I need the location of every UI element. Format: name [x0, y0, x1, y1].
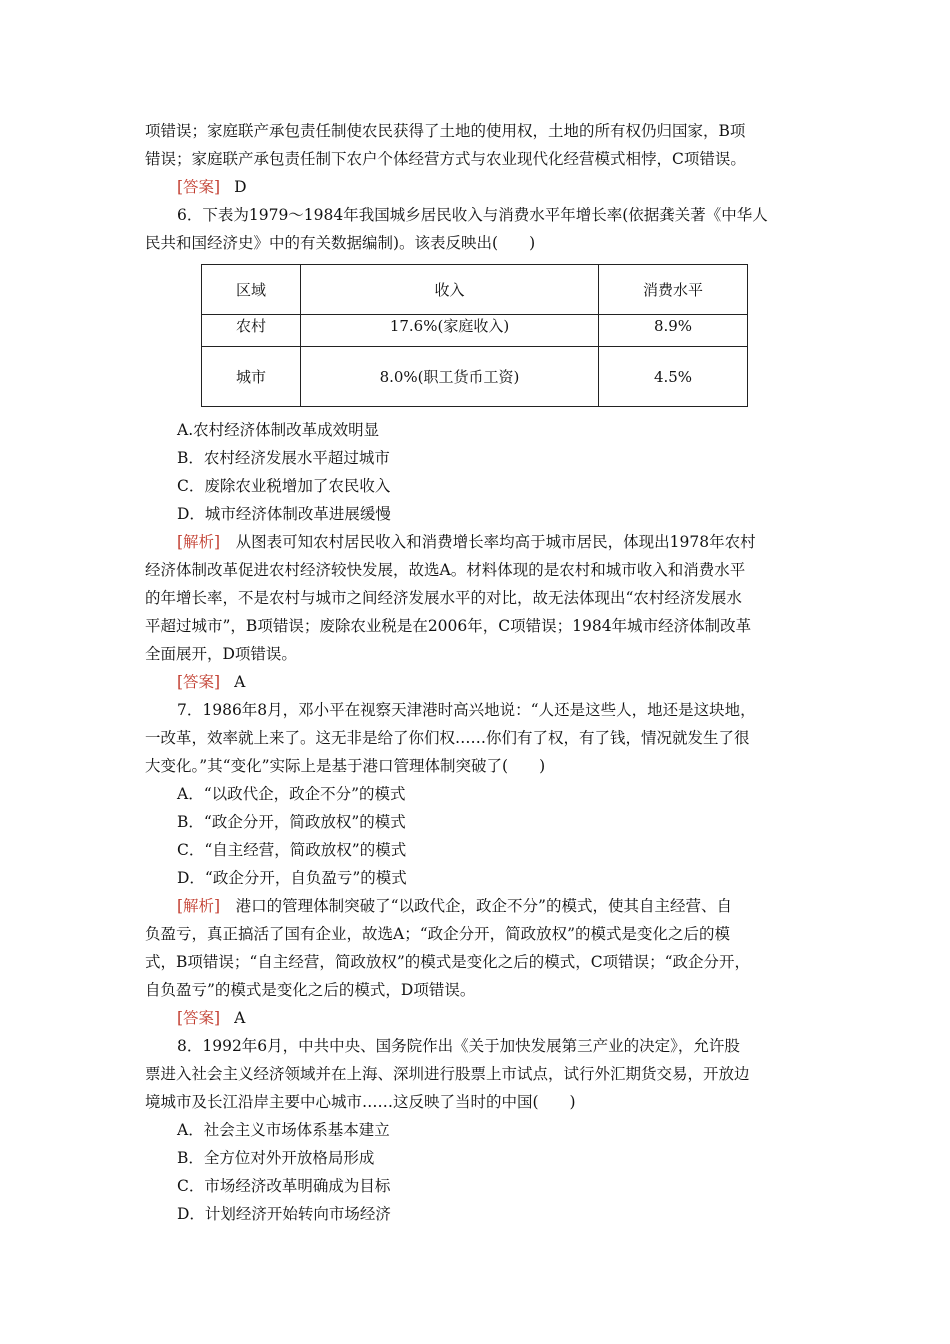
- table-cell: 8.0%(职工货币工资): [301, 347, 599, 407]
- q6-stem-2: 民共和国经济史》中的有关数据编制)。该表反映出( ): [145, 234, 536, 252]
- analysis-text: 港口的管理体制突破了“以政代企，政企不分”的模式，使其自主经营、自: [235, 897, 732, 915]
- q6-analysis-line: 平超过城市”，B项错误；废除农业税是在2006年，C项错误；1984年城市经济体制改革: [145, 617, 752, 635]
- table-header-cell: 区域: [202, 265, 301, 315]
- intro-line-1: 项错误；家庭联产承包责任制使农民获得了土地的使用权，土地的所有权仍归国家，B项: [145, 122, 746, 140]
- table-cell: 农村: [202, 315, 301, 347]
- table-header-cell: 消费水平: [599, 265, 748, 315]
- q6-option-c: C．废除农业税增加了农民收入: [177, 477, 391, 495]
- answer-value: A: [234, 1009, 246, 1027]
- q6-table: [201, 264, 748, 407]
- q6-analysis-line: 全面展开，D项错误。: [145, 645, 297, 663]
- analysis-tag: [解析]: [177, 533, 221, 551]
- q6-analysis-line: [145, 528, 810, 556]
- q8-stem-line: 8．1992年6月，中共中央、国务院作出《关于加快发展第三产业的决定》，允许股: [177, 1037, 740, 1055]
- q6-option-a: A.农村经济体制改革成效明显: [177, 421, 380, 439]
- q8-option-b: B．全方位对外开放格局形成: [177, 1149, 375, 1167]
- q7-stem-line: 7．1986年8月，邓小平在视察天津港时高兴地说：“人还是这些人，地还是这块地，: [177, 701, 756, 719]
- q6-analysis-line: 的年增长率，不是农村与城市之间经济发展水平的对比，故无法体现出“农村经济发展水: [145, 589, 742, 607]
- intro-line-2: 错误；家庭联产承包责任制下农户个体经营方式与农业现代化经营模式相悖，C项错误。: [145, 150, 746, 168]
- page-top: [145, 117, 810, 257]
- analysis-tag: [解析]: [177, 897, 221, 915]
- intro-answer: [145, 173, 810, 201]
- q8-option-d: D．计划经济开始转向市场经济: [177, 1205, 391, 1223]
- q7-option-d: D．“政企分开，自负盈亏”的模式: [177, 869, 407, 887]
- table-header-cell: 收入: [301, 265, 599, 315]
- q6-option-d: D．城市经济体制改革进展缓慢: [177, 505, 391, 523]
- q7-option-b: B．“政企分开，简政放权”的模式: [177, 813, 406, 831]
- q7-analysis-line: 自负盈亏”的模式是变化之后的模式，D项错误。: [145, 981, 476, 999]
- q6-stem-1: 6．下表为1979～1984年我国城乡居民收入与消费水平年增长率(依据龚关著《中华人: [177, 206, 768, 224]
- page-body: [145, 416, 810, 1228]
- q8-option-c: C．市场经济改革明确成为目标: [177, 1177, 391, 1195]
- q7-analysis-line: [145, 892, 810, 920]
- answer-value: D: [234, 178, 247, 196]
- q8-stem-line: 票进入社会主义经济领域并在上海、深圳进行股票上市试点，试行外汇期货交易，开放边: [145, 1065, 750, 1083]
- table-row: [202, 315, 748, 347]
- q8-stem-line: 境城市及长江沿岸主要中心城市……这反映了当时的中国( ): [145, 1093, 576, 1111]
- table-cell: 8.9%: [599, 315, 748, 347]
- table-cell: 17.6%(家庭收入): [301, 315, 599, 347]
- q7-analysis-line: 负盈亏，真正搞活了国有企业，故选A；“政企分开，简政放权”的模式是变化之后的模: [145, 925, 731, 943]
- q7-option-a: A．“以政代企，政企不分”的模式: [177, 785, 406, 803]
- q7-analysis-line: 式，B项错误；“自主经营，简政放权”的模式是变化之后的模式，C项错误；“政企分开，: [145, 953, 751, 971]
- answer-tag: [答案]: [177, 673, 221, 691]
- analysis-text: 从图表可知农村居民收入和消费增长率均高于城市居民，体现出1978年农村: [235, 533, 756, 551]
- answer-tag: [答案]: [177, 1009, 221, 1027]
- q7-answer: [145, 1004, 810, 1032]
- q7-option-c: C．“自主经营，简政放权”的模式: [177, 841, 407, 859]
- table-row: [202, 347, 748, 407]
- table-cell: 城市: [202, 347, 301, 407]
- q7-stem-line: 大变化。”其“变化”实际上是基于港口管理体制突破了( ): [145, 757, 546, 775]
- table-header-row: [202, 265, 748, 315]
- q6-option-b: B．农村经济发展水平超过城市: [177, 449, 390, 467]
- answer-value: A: [234, 673, 246, 691]
- q6-analysis-line: 经济体制改革促进农村经济较快发展，故选A。材料体现的是农村和城市收入和消费水平: [145, 561, 746, 579]
- q8-option-a: A．社会主义市场体系基本建立: [177, 1121, 390, 1139]
- q6-answer: [145, 668, 810, 696]
- table-cell: 4.5%: [599, 347, 748, 407]
- answer-tag: [答案]: [177, 178, 221, 196]
- q7-stem-line: 一改革，效率就上来了。这无非是给了你们权……你们有了权，有了钱，情况就发生了很: [145, 729, 750, 747]
